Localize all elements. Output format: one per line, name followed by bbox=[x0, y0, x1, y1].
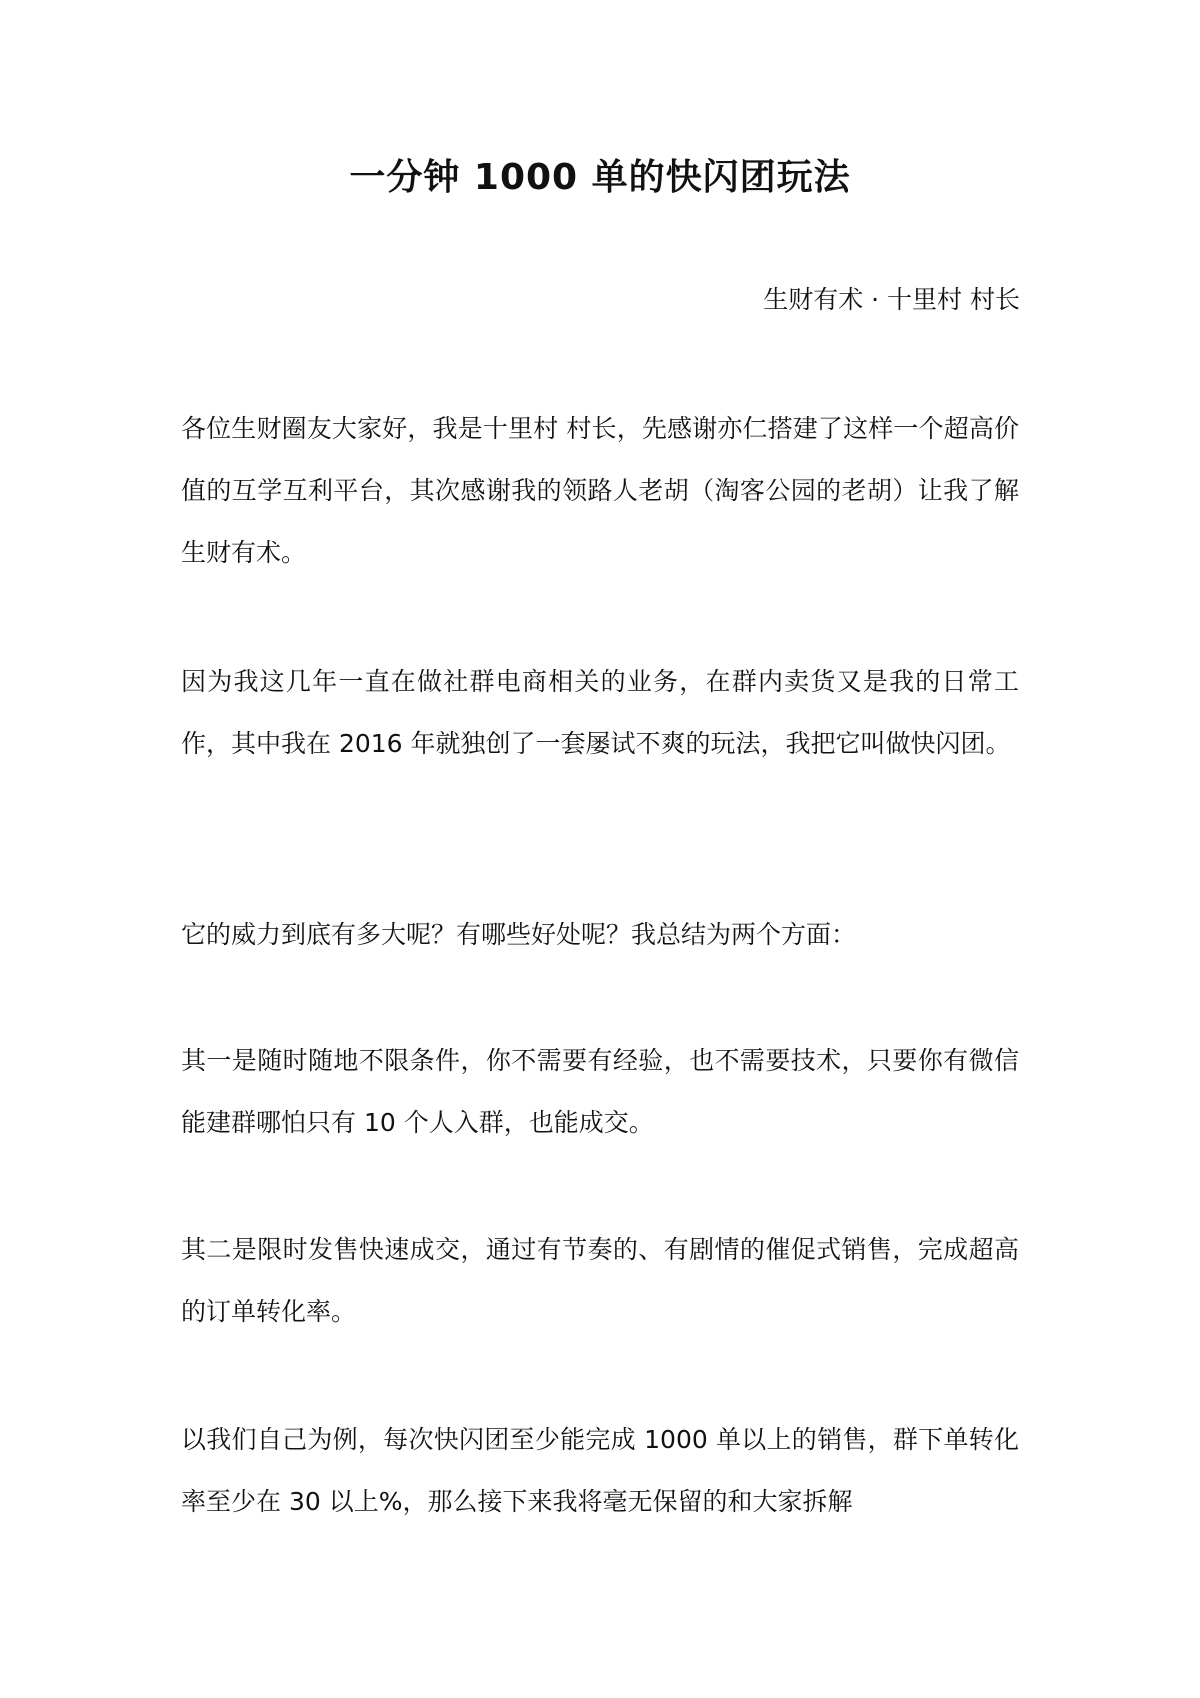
paragraph-question: 它的威力到底有多大呢？有哪些好处呢？我总结为两个方面： bbox=[181, 920, 857, 949]
paragraph-background: 因为我这几年一直在做社群电商相关的业务，在群内卖货又是我的日常工作，其中我在 2016 年就独创了一套屡试不爽的玩法，我把它叫做快闪团。 bbox=[181, 667, 1019, 758]
author-byline: 生财有术 · 十里村 村长 bbox=[763, 285, 1020, 314]
paragraph-point-two: 其二是限时发售快速成交，通过有节奏的、有剧情的催促式销售，完成超高的订单转化率。 bbox=[181, 1235, 1019, 1326]
page-title: 一分钟 1000 单的快闪团玩法 bbox=[349, 157, 851, 198]
paragraph-example: 以我们自己为例，每次快闪团至少能完成 1000 单以上的销售，群下单转化率至少在 30 以上%，那么接下来我将毫无保留的和大家拆解 bbox=[181, 1425, 1019, 1516]
paragraph-point-one: 其一是随时随地不限条件，你不需要有经验，也不需要技术，只要你有微信能建群哪怕只有 10 个人入群，也能成交。 bbox=[181, 1046, 1019, 1137]
paragraph-intro: 各位生财圈友大家好，我是十里村 村长，先感谢亦仁搭建了这样一个超高价值的互学互利平台，其次感谢我的领路人老胡（淘客公园的老胡）让我了解生财有术。 bbox=[181, 414, 1019, 567]
